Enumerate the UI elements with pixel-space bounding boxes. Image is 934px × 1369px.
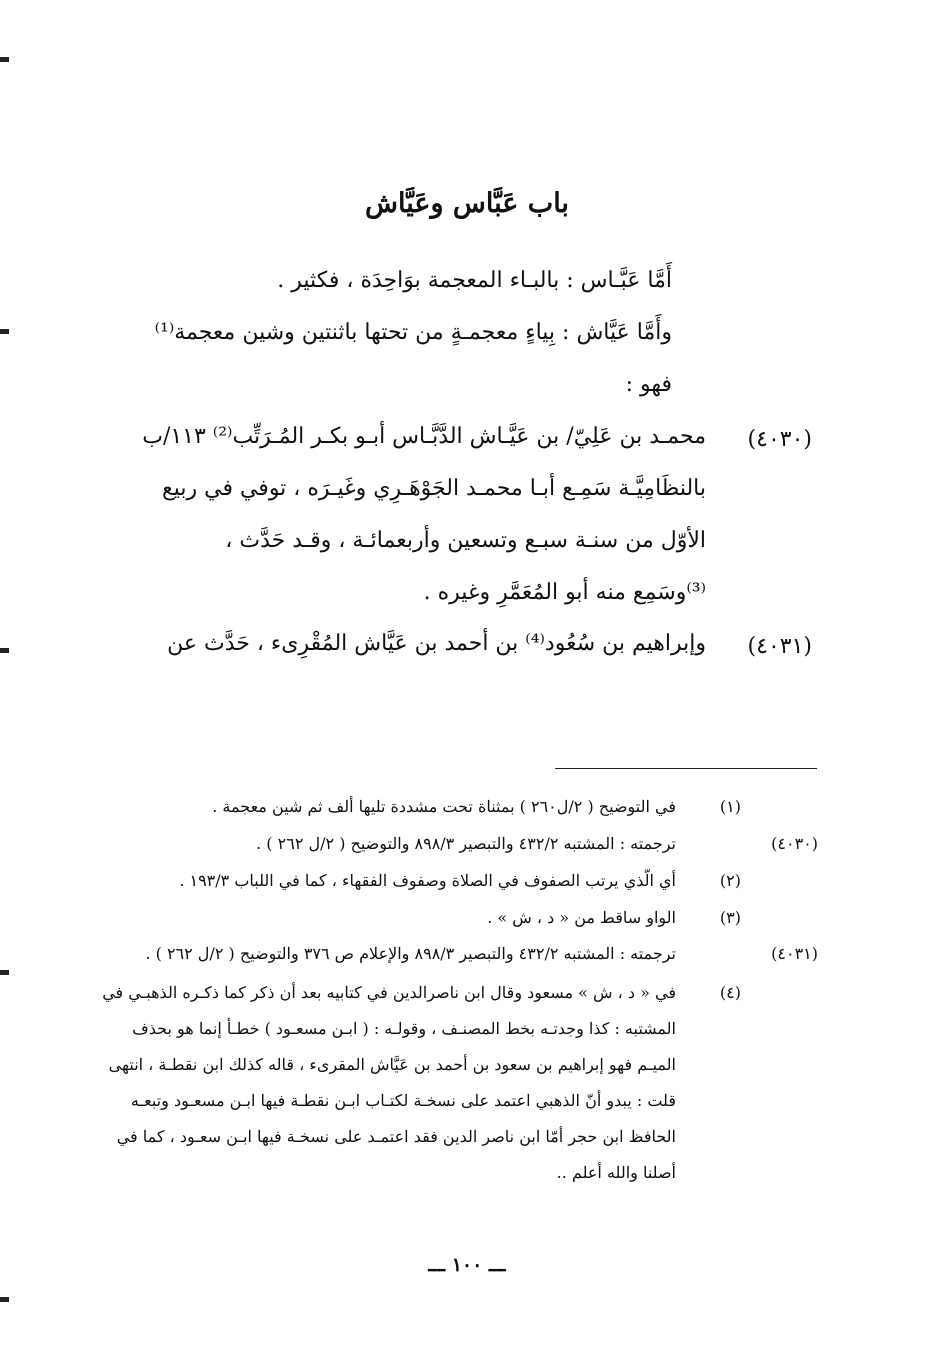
footnote-line: الميـم فهو إبراهيم بن سعود بن أحمد بن عَيَّاش المقرىء ، قاله كذلك ابن نقطـة ، انتهى [108,1055,676,1074]
footnote-mark: (٣) [719,908,741,927]
footnote-mark: (٢) [719,871,741,890]
intro-line-3: فهو : [625,372,672,397]
footnote-line: في التوضيح ( ٢/ل٢٦٠ ) بمثناة تحت مشددة تليها ألف ثم شين معجمة . [212,797,676,816]
entry-number: (٤٠٣٠) [747,427,812,452]
footnote-mark: (١) [719,797,741,816]
footnote-line: الواو ساقط من « د ، ش » . [487,908,676,927]
entry-number: (٤٠٣١) [747,634,812,659]
footnote-mark: (٤٠٣١) [771,944,818,963]
footnote-line: الحافظ ابن حجر أمّا ابن ناصر الدين فقد اعتمـد على نسخـة فيها ابـن سعـود ، كما في [116,1127,676,1146]
entry-line: بالنظَامِيَّـة سَمِـع أبـا محمـد الجَوْهَـرِي وغَيـرَه ، توفي في ربيع [162,476,706,501]
footnote-line: في « د ، ش » مسعود وقال ابن ناصرالدين في كتابيه بعد أن ذكر كما ذكـره الذهبـي في [102,983,676,1002]
scan-edge-mark [0,57,9,62]
footnote-line: ترجمته : المشتبه ٤٣٢/٢ والتبصير ٨٩٨/٣ والتوضيح ( ٢/ل ٢٦٢ ) . [256,834,676,853]
footnote-line: المشتبه : كذا وجدتـه بخط المصنـف ، وقولـه : ( ابـن مسعـود ) خطـأ إنما هو بحذف [132,1019,676,1038]
scan-edge-mark [0,1297,9,1302]
page-number: ـــ ١٠٠ ـــ [428,1254,506,1276]
entry-line: محمـد بن عَلِيّ/ بن عَيَّـاش الدَّبَّـاس أبـو بكـر المُـرَتِّب⁽²⁾ ١١٣/ب [142,424,706,449]
footnote-separator [555,768,817,769]
entry-line: وإبراهيم بن سُعُود⁽⁴⁾ بن أحمد بن عَيَّاش المُقْرِىء ، حَدَّث عن [167,631,706,656]
footnote-mark: (٤) [719,983,741,1002]
scan-edge-mark [0,970,9,975]
intro-line-1: أَمَّا عَبَّـاس : بالبـاء المعجمة بوَاحِدَة ، فكثير . [277,268,672,293]
footnote-line: أصلنا والله أعلم .. [556,1163,676,1182]
entry-line: الأوّل من سنـة سبـع وتسعين وأربعمائـة ، وقـد حَدَّث ، [225,528,706,553]
scan-edge-mark [0,329,9,334]
entry-line: ⁽³⁾وسَمِع منه أبو المُعَمَّرِ وغيره . [423,580,706,605]
scan-edge-mark [0,648,9,653]
footnote-line: ترجمته : المشتبه ٤٣٢/٢ والتبصير ٨٩٨/٣ والإعلام ص ٣٧٦ والتوضيح ( ٢/ل ٢٦٢ ) . [145,944,676,963]
intro-line-2: وأَمَّا عَيَّاش : بِياءٍ معجمـةٍ من تحتها باثنتين وشين معجمة⁽¹⁾ [154,320,672,345]
chapter-heading: باب عَبَّاس وعَيَّاش [365,188,569,219]
footnote-line: قلت : يبدو أنّ الذهبي اعتمد على نسخـة لكتـاب ابـن نقطـة فيها ابـن مسعـود وتبعـه [130,1091,676,1110]
footnote-mark: (٤٠٣٠) [771,834,818,853]
footnote-line: أي الّذي يرتب الصفوف في الصلاة وصفوف الفقهاء ، كما في اللباب ١٩٣/٣ . [179,871,676,890]
